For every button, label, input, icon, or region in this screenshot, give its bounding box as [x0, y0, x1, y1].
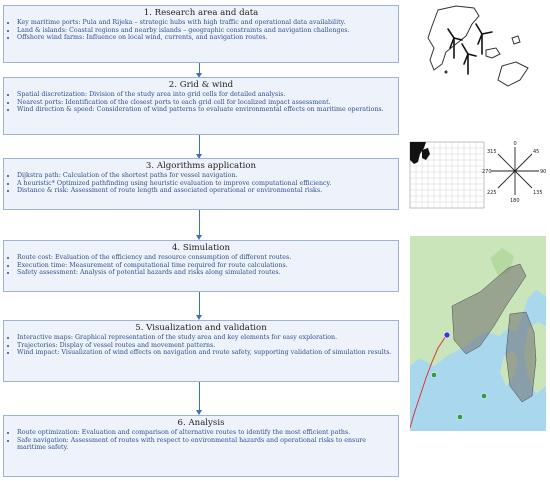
list-item: • Key maritime ports: Pula and Rijeka – strategic hubs with high traffic and operational data availability.	[17, 19, 394, 27]
wind-direction-compass	[482, 138, 548, 204]
port-marker	[444, 332, 450, 338]
list-item: • Wind impact: Visualization of wind effects on navigation and route safety, supporting validation of simulation results.	[17, 349, 394, 357]
section-title: 2. Grid & wind	[168, 80, 234, 90]
wind-farm-marker	[457, 414, 462, 419]
list-item: • Distance & risk: Assessment of route length and associated operational or environmental risks.	[17, 187, 394, 195]
islands-wind-turbines-illustration	[416, 2, 548, 100]
section-title: 5. Visualization and validation	[135, 323, 267, 333]
compass-label-270: 270	[482, 169, 492, 175]
section-simulation	[3, 240, 399, 292]
section-grid-wind	[3, 77, 399, 135]
section-title: 3. Algorithms application	[145, 161, 257, 171]
island-shape	[498, 62, 528, 86]
section-title: 1. Research area and data	[143, 8, 259, 18]
island-shape	[512, 36, 520, 44]
compass-label-180: 180	[510, 198, 520, 204]
section-analysis	[3, 415, 399, 477]
section-title: 6. Analysis	[177, 418, 225, 428]
section-research-area	[3, 5, 399, 63]
island-shape	[486, 48, 500, 58]
section-algorithms	[3, 158, 399, 210]
route-map	[410, 236, 546, 431]
list-item: • Route optimization: Evaluation and comparison of alternative routes to identify the most efficient paths.	[17, 429, 394, 437]
compass-label-45: 45	[533, 149, 540, 155]
compass-label-225: 225	[487, 190, 497, 196]
wind-turbine-icon	[448, 29, 462, 58]
list-item: • Offshore wind farms: Influence on local wind, currents, and navigation routes.	[17, 34, 394, 42]
list-item: • Interactive maps: Graphical representation of the study area and key elements for easy exploration.	[17, 334, 394, 342]
compass-label-315: 315	[487, 149, 497, 155]
wind-turbine-icon	[462, 44, 476, 74]
list-item: • Spatial discretization: Division of the study area into grid cells for detailed analysis.	[17, 91, 394, 99]
list-item: • Wind direction & speed: Consideration of wind patterns to evaluate environmental effects on maritime operations.	[17, 106, 394, 114]
grid-map	[408, 138, 486, 210]
list-item: • Safe navigation: Assessment of routes with respect to environmental hazards and operational risks to ensure maritime safety.	[17, 437, 394, 452]
port-marker	[445, 71, 448, 74]
compass-label-0: 0	[513, 141, 517, 147]
list-item: • Safety assessment: Analysis of potential hazards and risks along simulated routes.	[17, 269, 394, 277]
compass-label-135: 135	[533, 190, 543, 196]
list-item: • Route cost: Evaluation of the efficiency and resource consumption of different routes.	[17, 254, 394, 262]
list-item: • Dijkstra path: Calculation of the shortest paths for vessel navigation.	[17, 172, 394, 180]
section-title: 4. Simulation	[171, 243, 231, 253]
list-item: • Trajectories: Display of vessel routes and movement patterns.	[17, 342, 394, 350]
list-item: • Nearest ports: Identification of the closest ports to each grid cell for localized impact assessment.	[17, 99, 394, 107]
compass-rose	[491, 147, 539, 195]
wind-farm-marker	[431, 372, 436, 377]
wind-farm-marker	[481, 393, 486, 398]
compass-label-90: 90	[540, 169, 547, 175]
list-item: • Land & islands: Coastal regions and nearby islands – geographic constraints and navigation challenges.	[17, 27, 394, 35]
section-visualization	[3, 320, 399, 382]
list-item: • Execution time: Measurement of computational time required for route calculations.	[17, 262, 394, 270]
list-item: • A heuristic* Optimized pathfinding using heuristic evaluation to improve computational efficiency.	[17, 180, 394, 188]
